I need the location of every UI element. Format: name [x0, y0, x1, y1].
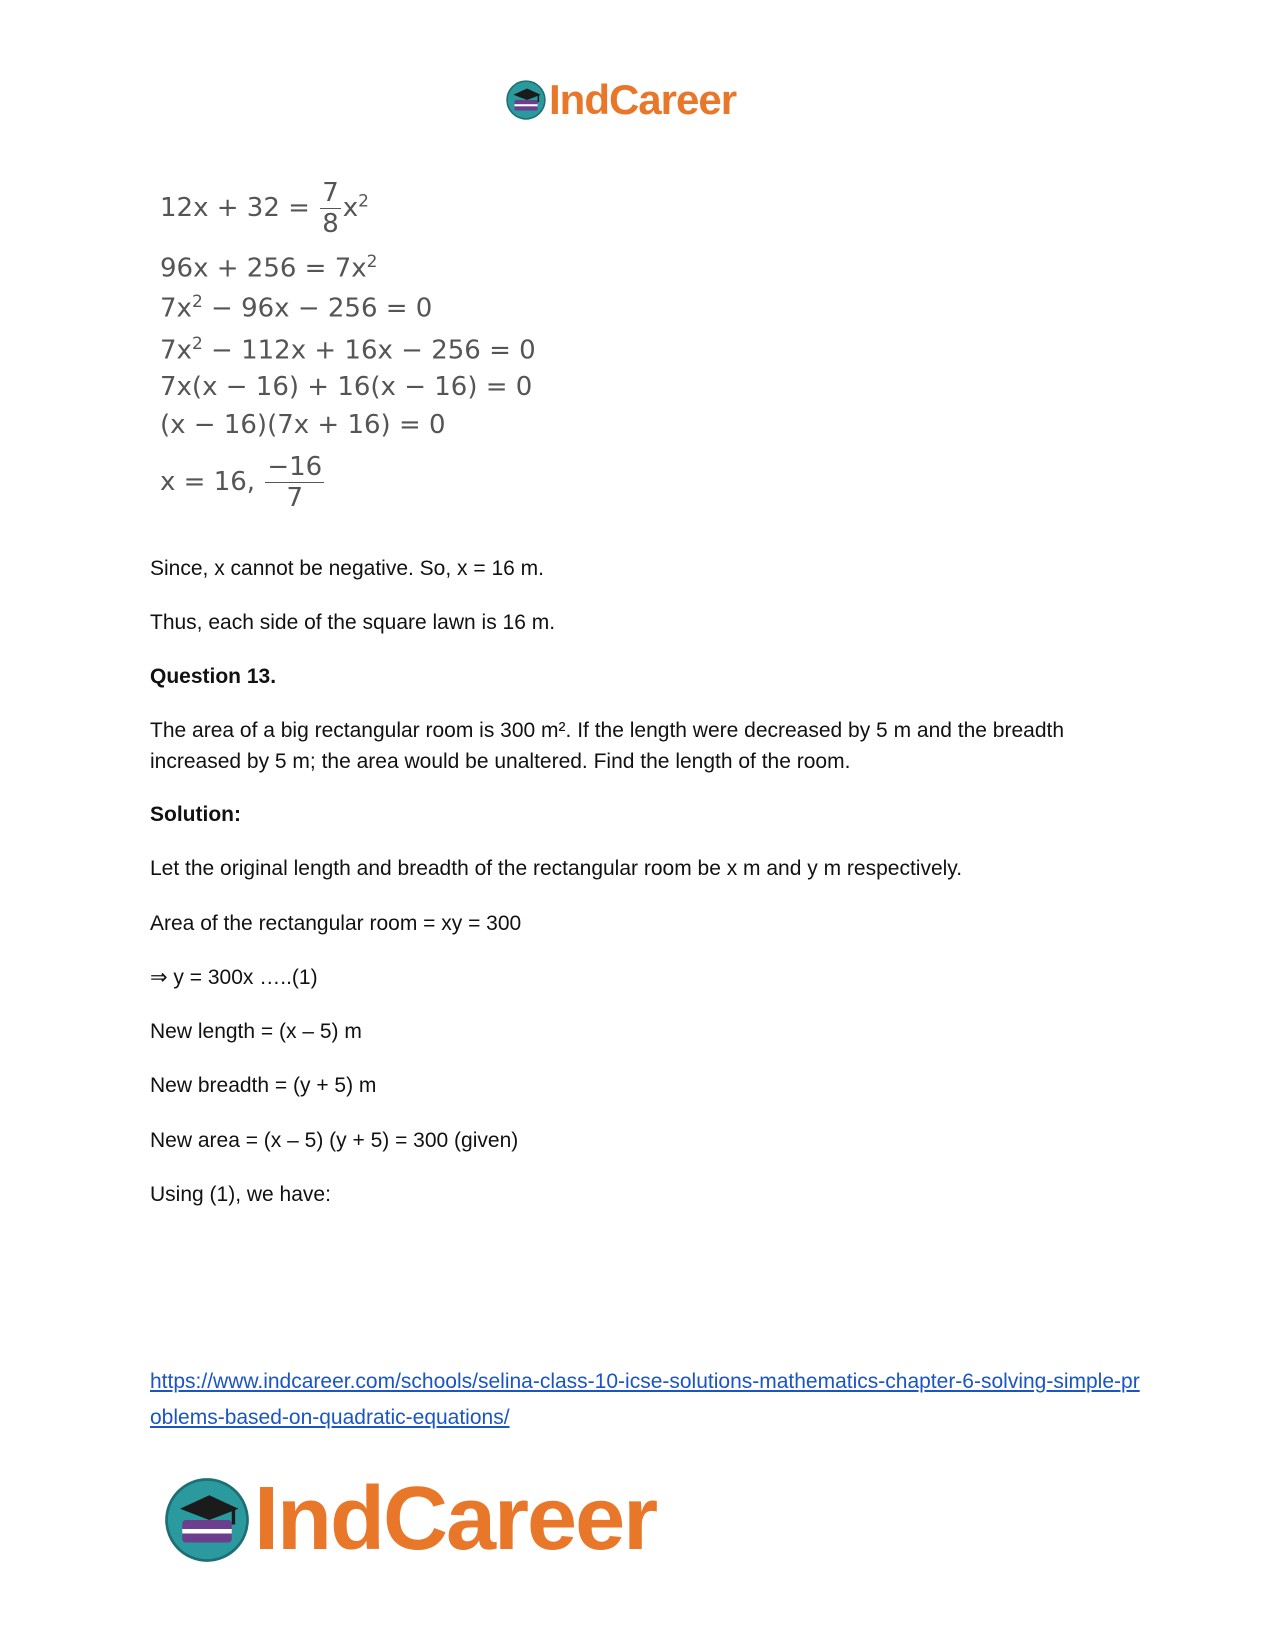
- indcareer-emblem-icon: [505, 79, 547, 121]
- solution-heading: Solution:: [150, 803, 241, 826]
- math-text: 12x + 32 =: [160, 193, 310, 223]
- math-line-2: [160, 254, 377, 282]
- math-text: 96x + 256 = 7x: [160, 253, 367, 284]
- math-text: 7x: [160, 293, 192, 324]
- math-text: 7x(x − 16) + 16(x − 16) = 0: [160, 372, 533, 402]
- math-line-6: [160, 412, 446, 438]
- source-url-link[interactable]: https://www.indcareer.com/schools/selina-class-10-icse-solutions-mathematics-chapter-6-solving-simple-problems-based-on-quadratic-equations/: [150, 1370, 1140, 1429]
- fraction: [320, 180, 341, 237]
- math-text: x = 16,: [160, 467, 256, 497]
- math-text: 7x: [160, 335, 192, 366]
- logo-text: IndCareer: [254, 1469, 657, 1569]
- indcareer-emblem-icon: [162, 1475, 252, 1565]
- math-line-4: [160, 336, 536, 364]
- math-line-3: [160, 294, 432, 322]
- exponent: 2: [366, 252, 378, 272]
- paragraph-conclusion-1: Since, x cannot be negative. So, x = 16 m.: [150, 557, 544, 580]
- logo-text: IndCareer: [549, 76, 737, 123]
- math-line-5: [160, 374, 532, 400]
- header-logo: [505, 76, 736, 124]
- solution-line-7: Using (1), we have:: [150, 1183, 331, 1206]
- footer-logo: [162, 1468, 656, 1571]
- exponent: 2: [191, 334, 203, 354]
- math-text: (x − 16)(7x + 16) = 0: [160, 410, 446, 440]
- fraction-numerator: −16: [267, 452, 323, 482]
- fraction: [265, 454, 324, 511]
- fraction-denominator: 7: [286, 483, 304, 513]
- exponent: 2: [358, 191, 369, 212]
- math-text: − 96x − 256 = 0: [202, 293, 433, 324]
- exponent: 2: [191, 292, 203, 312]
- question-heading: Question 13.: [150, 665, 277, 688]
- solution-line-4: New length = (x – 5) m: [150, 1020, 362, 1043]
- math-line-1: [160, 180, 369, 237]
- math-text: − 112x + 16x − 256 = 0: [202, 335, 536, 366]
- question-text: The area of a big rectangular room is 300 m². If the length were decreased by 5 m and the breadth increased by 5 m; the area would be unaltered. Find the length of the room.: [150, 719, 1065, 773]
- solution-line-3: ⇒ y = 300x …..(1): [150, 966, 318, 989]
- fraction-numerator: 7: [322, 178, 339, 208]
- solution-line-2: Area of the rectangular room = xy = 300: [150, 912, 522, 935]
- solution-line-1: Let the original length and breadth of the rectangular room be x m and y m respectively.: [150, 857, 963, 880]
- math-text: x: [342, 193, 359, 223]
- fraction-denominator: 8: [322, 209, 339, 239]
- paragraph-conclusion-2: Thus, each side of the square lawn is 16 m.: [150, 611, 556, 634]
- solution-line-5: New breadth = (y + 5) m: [150, 1074, 377, 1097]
- solution-line-6: New area = (x – 5) (y + 5) = 300 (given): [150, 1129, 519, 1152]
- math-line-7: [160, 454, 326, 511]
